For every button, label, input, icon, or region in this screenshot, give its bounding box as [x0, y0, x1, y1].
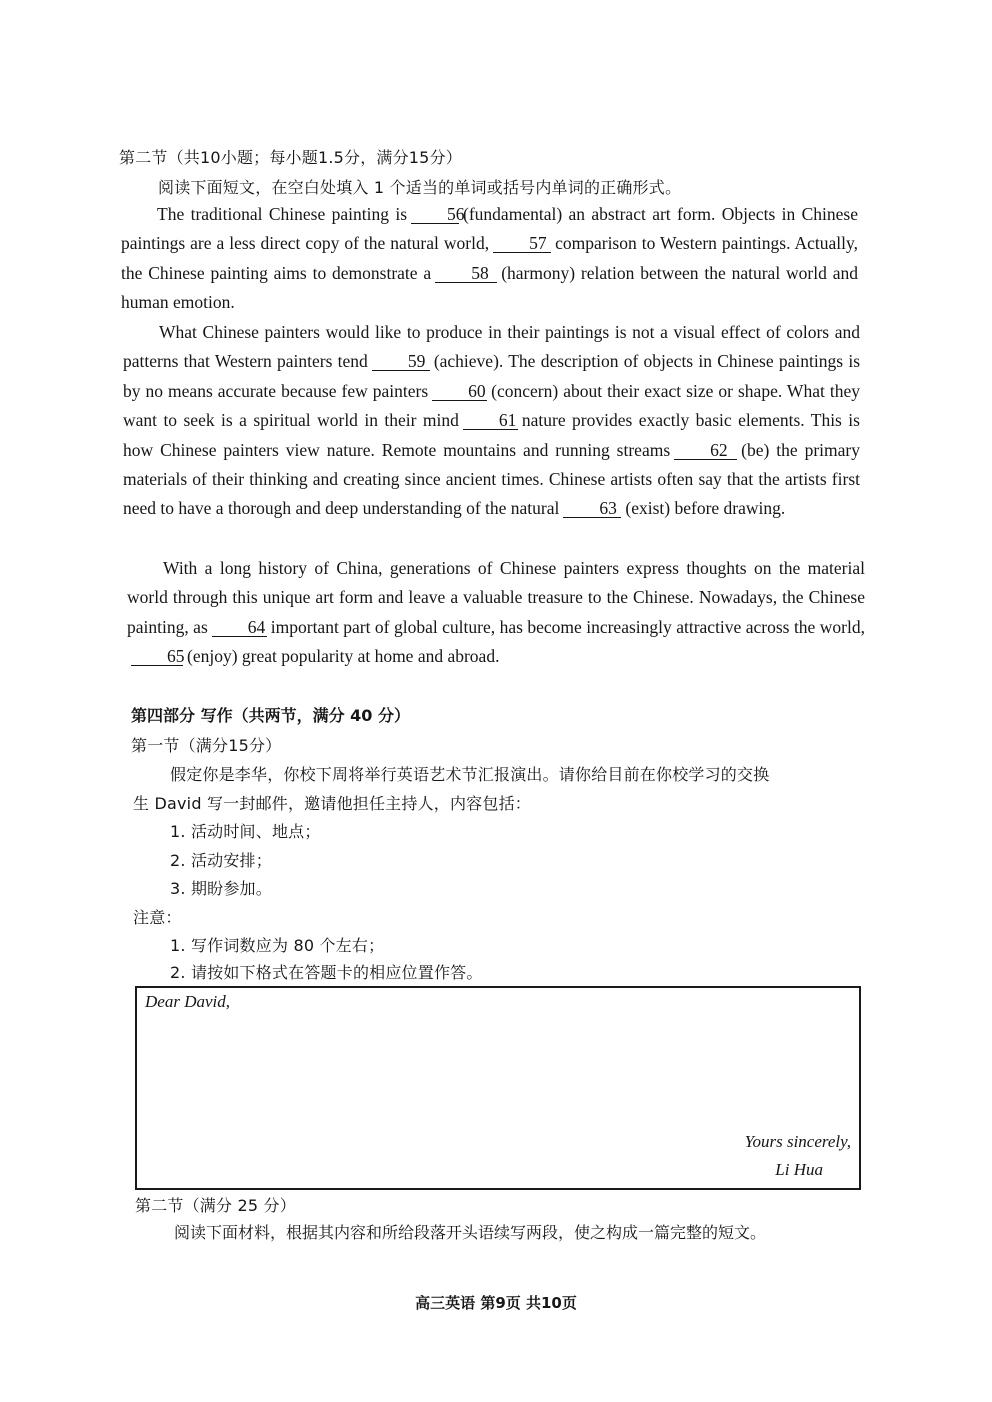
passage-text: The traditional Chinese painting is — [157, 204, 408, 224]
passage-paragraph-2 — [123, 318, 860, 524]
writing1-prompt-line2: 生 David 写一封邮件，邀请他担任主持人，内容包括： — [133, 794, 531, 813]
letter-signature: Li Hua — [775, 1160, 823, 1179]
writing1-header: 第一节（满分15分） — [131, 736, 282, 755]
blank-64: 64 — [212, 618, 267, 637]
passage-text: important part of global culture, has become increasingly attractive across the world, — [270, 616, 865, 637]
section2-instruction: 阅读下面短文，在空白处填入 1 个适当的单词或括号内单词的正确形式。 — [158, 178, 682, 197]
blank-57: 57 — [493, 234, 551, 253]
passage-text: With a long history of China, generations of Chinese painters express thoughts on the material world through this unique art form and leave a valuable treasure to the Chinese. Nowadays, the Chinese painting, as — [127, 558, 865, 637]
blank-62: 62 — [674, 441, 737, 460]
letter-closing: Yours sincerely, — [744, 1132, 851, 1151]
passage-text: (be) the primary materials of their thinking and creating since ancient times. Chinese artists often say that the artists first need to have a thorough and deep understanding of the natural — [123, 439, 860, 519]
notes-item-1: 1. 写作词数应为 80 个左右； — [170, 936, 385, 955]
part4-header: 第四部分 写作（共两节，满分 40 分） — [131, 706, 410, 725]
letter-format-box — [135, 986, 861, 1190]
writing1-item-1: 1. 活动时间、地点； — [170, 822, 321, 841]
passage-text: (concern) about their exact size or shape. What they want to seek is a spiritual world in their mind — [123, 380, 860, 431]
writing1-item-3: 3. 期盼参加。 — [170, 879, 272, 898]
blank-65: 65 — [131, 647, 183, 666]
passage-text: What Chinese painters would like to produce in their paintings is not a visual effect of colors and patterns that Western painters tend — [123, 322, 860, 372]
writing2-instruction: 阅读下面材料，根据其内容和所给段落开头语续写两段，使之构成一篇完整的短文。 — [174, 1223, 767, 1242]
passage-text: (enjoy) great popularity at home and abroad. — [187, 646, 500, 667]
writing1-item-2: 2. 活动安排； — [170, 851, 272, 870]
writing2-header: 第二节（满分 25 分） — [135, 1196, 296, 1215]
passage-paragraph-3 — [127, 554, 865, 672]
notes-label: 注意： — [133, 908, 182, 927]
blank-56: 56 — [411, 205, 459, 224]
passage-paragraph-1 — [121, 200, 858, 318]
passage-text: (harmony) relation between the natural world and human emotion. — [121, 262, 858, 313]
passage-text: comparison to Western paintings. Actually, the Chinese painting aims to demonstrate a — [121, 233, 858, 283]
passage-text: nature provides exactly basic elements. This is how Chinese painters view nature. Remote mountains and running streams — [123, 410, 860, 460]
writing1-prompt-line1: 假定你是李华，你校下周将举行英语艺术节汇报演出。请你给目前在你校学习的交换 — [170, 765, 770, 784]
blank-59: 59 — [372, 352, 430, 371]
page-footer: 高三英语 第9页 共10页 — [415, 1294, 577, 1312]
section2-header: 第二节（共10小题；每小题1.5分，满分15分） — [119, 148, 462, 167]
notes-item-2: 2. 请按如下格式在答题卡的相应位置作答。 — [170, 963, 483, 982]
passage-text: (exist) before drawing. — [625, 498, 786, 519]
blank-60: 60 — [432, 382, 487, 401]
passage-text: (fundamental) an abstract art form. Objects in Chinese paintings are a less direct copy of the natural world, — [121, 204, 858, 254]
blank-58: 58 — [435, 264, 497, 283]
blank-63: 63 — [563, 499, 621, 518]
blank-61: 61 — [463, 411, 518, 430]
passage-text: (achieve). The description of objects in Chinese paintings is by no means accurate because few painters — [123, 351, 861, 401]
letter-salutation: Dear David, — [145, 992, 230, 1011]
